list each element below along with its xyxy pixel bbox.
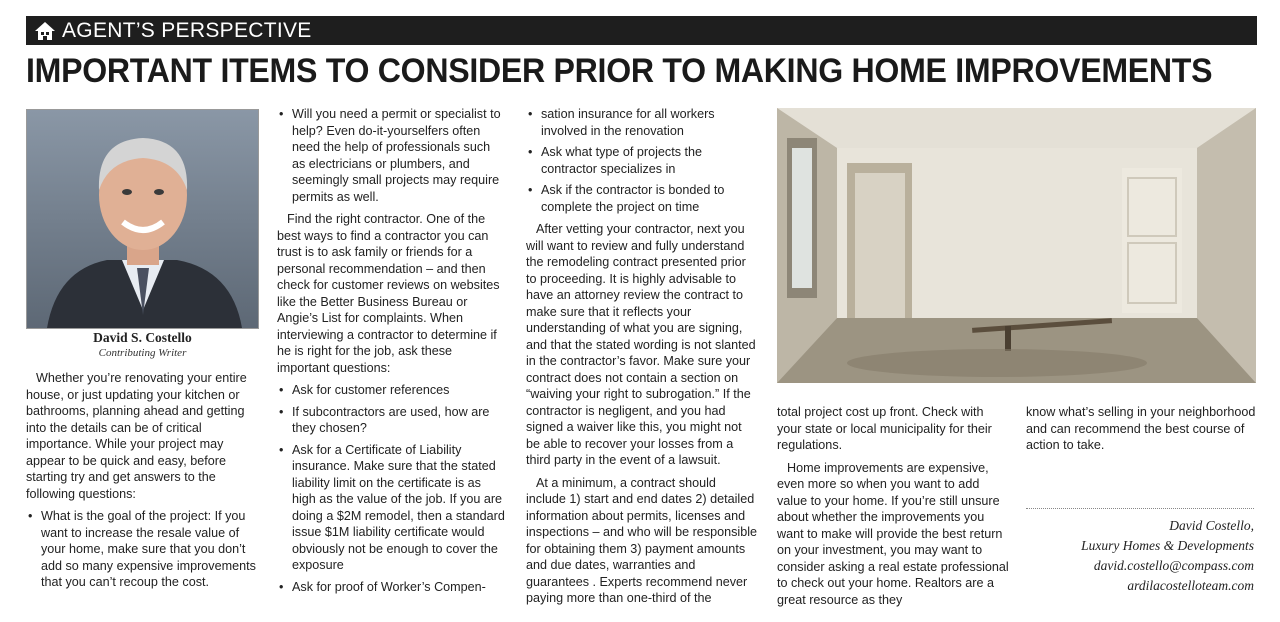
article-headline: IMPORTANT ITEMS TO CONSIDER PRIOR TO MAKING HOME IMPROVEMENTS [26, 52, 1213, 90]
list-item: • Ask for customer references [292, 382, 505, 399]
body-paragraph-continued: know what’s selling in your neighborhood and can recommend the best course of action to take. [1026, 405, 1256, 452]
author-name: David S. Costello [93, 330, 192, 345]
author-photo [26, 109, 259, 329]
body-paragraph: At a minimum, a contract should include 1) start and end dates 2) detailed information about permits, licenses and inspections – and who will be responsible for obtaining them 3) payment amounts and due dates, warranties and guarantees . Experts recommend never paying more than one-third of the [526, 475, 758, 605]
intro-paragraph: Whether you’re renovating your entire house, or just updating your kitchen or bathrooms, planning ahead and getting into the details can be of critical importance. While your project may appear to be quick and easy, before starting try and get answers to the following questions: [26, 371, 247, 501]
signature-company: Luxury Homes & Developments [1081, 538, 1254, 553]
signature-email[interactable]: david.costello@compass.com [1093, 558, 1254, 573]
house-icon [34, 21, 56, 41]
column-4 [777, 404, 1009, 614]
signature-divider [1026, 508, 1254, 509]
list-item: • What is the goal of the project: If you want to increase the resale value of your home, make sure that you don’t add so many expensive improvements that you can’t recoup the cost. [41, 508, 258, 591]
section-banner [26, 16, 1257, 45]
body-paragraph: Find the right contractor. One of the best ways to find a contractor you can trust is to ask family or friends for a personal recommendation – and then check for customer reviews on websites like the Better Business Bureau or Angie’s List for complaints. When interviewing a contractor to determine if he is right for the job, ask these important questions: [277, 212, 500, 375]
body-paragraph: Home improvements are expensive, even more so when you want to add value to your home. If you’re still unsure about whether the improvements you want to make will provide the best return on your investment, you may want to consider asking a real estate professional to check out your home. Realtors are a great resource as they [777, 460, 1009, 607]
author-signature [1020, 516, 1254, 596]
signature-name: David Costello, [1169, 518, 1254, 533]
list-item-continued: • sation insurance for all workers involved in the renovation [541, 106, 758, 139]
column-1 [26, 370, 258, 597]
bullet-list [526, 106, 758, 215]
bullet-list [277, 382, 505, 595]
section-label: AGENT’S PERSPECTIVE [62, 18, 312, 42]
column-2 [277, 106, 505, 601]
list-item: • Will you need a permit or specialist to help? Even do-it-yourselfers often need the help of professionals such as electricians or plumbers, and seemingly small projects may require permits as well. [292, 106, 505, 205]
column-3 [526, 106, 758, 613]
author-role: Contributing Writer [98, 347, 187, 359]
renovation-room-photo [777, 108, 1256, 383]
list-item: • Ask for a Certificate of Liability insurance. Make sure that the stated liability limit on the certificate is as high as the value of the job. If you are doing a $2M remodel, then a standard issue $1M liability certificate would obviously not be enough to cover the exposure [292, 442, 505, 574]
bullet-list [26, 508, 258, 591]
column-5 [1026, 404, 1256, 460]
list-item: • If subcontractors are used, how are they chosen? [292, 404, 505, 437]
list-item: • Ask for proof of Worker’s Compen- [292, 579, 505, 596]
signature-website[interactable]: ardilacostelloteam.com [1127, 578, 1254, 593]
body-paragraph: After vetting your contractor, next you will want to review and fully understand the remodeling contract presented prior to proceeding. It is highly advisable to have an attorney review the contract to make sure that it reflects your understanding of what you are signing, and that the stated wording is not slanted in the contractor’s favor. Make sure your contract does not contain a section on “waiving your right to subrogation.” If the contractor is negligent, and you had signed a waiver like this, you might not be able to recover your losses from a third party in the event of a lawsuit. [526, 222, 756, 467]
bullet-list [277, 106, 505, 205]
body-paragraph-continued: total project cost up front. Check with your state or local municipality for their regulations. [777, 405, 992, 452]
list-item: • Ask if the contractor is bonded to complete the project on time [541, 182, 758, 215]
list-item: • Ask what type of projects the contractor specializes in [541, 144, 758, 177]
